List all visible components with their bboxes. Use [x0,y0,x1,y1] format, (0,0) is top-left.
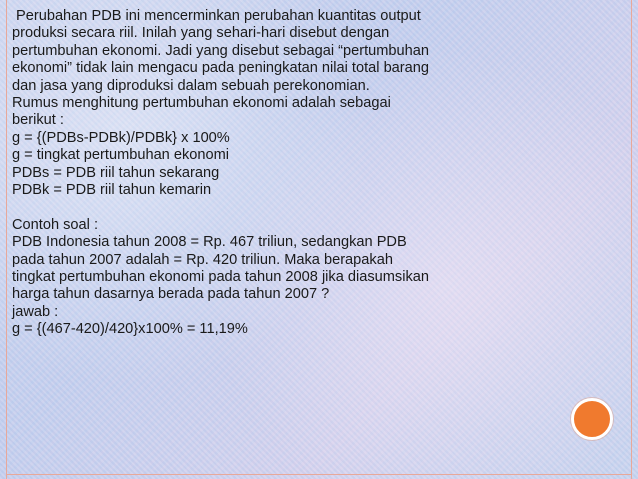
example-heading: Contoh soal : [12,216,98,233]
frame-left-line [6,0,7,479]
slide-text-body [12,8,502,339]
example-line: tingkat pertumbuhan ekonomi pada tahun 2008 jika diasumsikan [12,269,430,286]
formula-intro-line: Rumus menghitung pertumbuhan ekonomi adalah sebagai [12,95,391,112]
paragraph-line: dan jasa yang diproduksi dalam sebuah perekonomian. [12,77,370,94]
growth-formula: g = {(PDBs-PDBk)/PDBk} x 100% [12,129,230,146]
definition-line: PDBs = PDB riil tahun sekarang [12,164,220,181]
frame-bottom-line [6,474,632,475]
paragraph-line: produksi secara riil. Inilah yang sehari-hari disebut dengan [12,25,390,42]
paragraph-line: ekonomi” tidak lain mengacu pada peningkatan nilai total barang [12,60,430,77]
example-line: PDB Indonesia tahun 2008 = Rp. 467 triliun, sedangkan PDB [12,234,407,251]
answer-result: g = {(467-420)/420}x100% = 11,19% [12,321,248,338]
orange-circle-decoration [571,398,613,440]
paragraph-line: Perubahan PDB ini mencerminkan perubahan kuantitas output [16,8,421,24]
definition-line: PDBk = PDB riil tahun kemarin [12,182,212,199]
paragraph-line: pertumbuhan ekonomi. Jadi yang disebut sebagai “pertumbuhan [12,42,430,59]
formula-intro-line: berikut : [12,112,64,129]
example-line: pada tahun 2007 adalah = Rp. 420 triliun. Maka berapakah [12,251,393,268]
blank-line [12,199,502,216]
answer-label: jawab : [12,303,59,320]
definition-line: g = tingkat pertumbuhan ekonomi [12,147,230,164]
frame-right-line [631,0,632,479]
example-line: harga tahun dasarnya berada pada tahun 2007 ? [12,286,330,303]
